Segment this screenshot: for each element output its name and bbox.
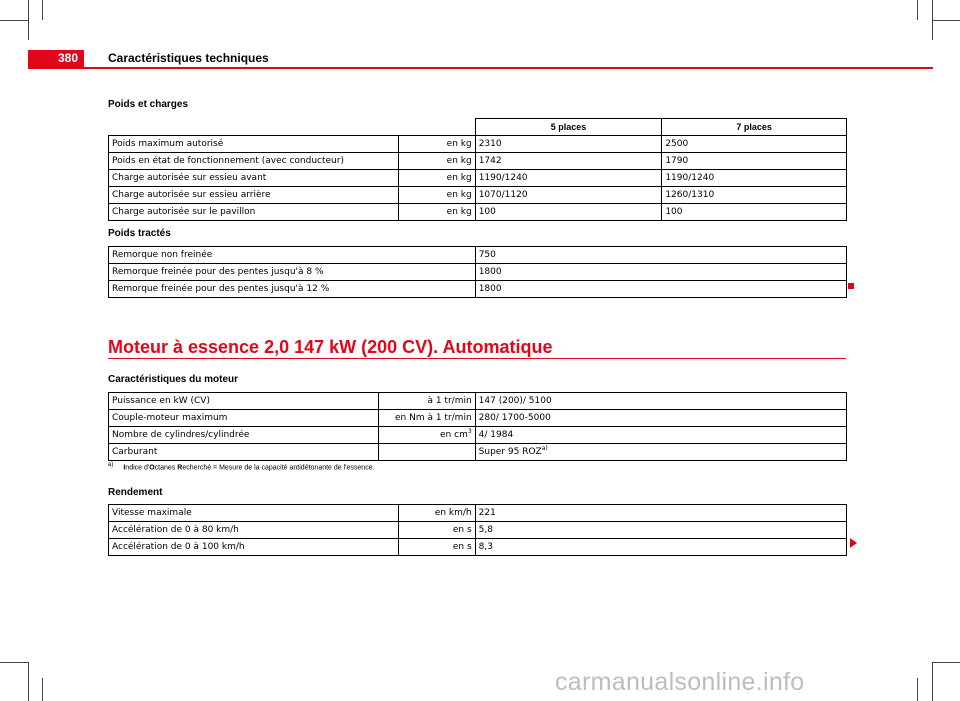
watermark: carmanualsonline.info [555,668,805,696]
row-value: 1800 [475,281,846,298]
row-label: Poids en état de fonctionnement (avec conducteur) [109,153,399,170]
value-5-places: 1070/1120 [475,187,662,204]
column-header-5-places: 5 places [475,119,662,136]
table-row [109,444,847,461]
value-5-places: 2310 [475,136,662,153]
value-7-places: 1790 [662,153,847,170]
towed-heading: Poids tractés [108,228,171,239]
unit-text: en cm [440,429,468,440]
row-unit [378,444,475,461]
crop-mark [932,0,933,40]
row-label: Accélération de 0 à 100 km/h [109,539,399,556]
row-label: Remorque freinée pour des pentes jusqu'à 8 % [109,264,476,281]
row-value: 280/ 1700-5000 [475,410,846,427]
table-header-blank [109,119,476,136]
table-row [109,505,847,522]
end-of-section-icon [848,283,854,289]
footnote-bold: O [149,464,155,472]
table-row [109,427,847,444]
row-label: Nombre de cylindres/cylindrée [109,427,379,444]
row-label: Remorque non freinée [109,247,476,264]
row-unit: en kg [398,170,475,187]
table-row [109,153,847,170]
row-unit: à 1 tr/min [378,393,475,410]
column-header-7-places: 7 places [662,119,847,136]
row-value: 1800 [475,264,846,281]
continued-arrow-icon [850,538,857,548]
row-unit: en s [398,539,475,556]
engine-section-title: Moteur à essence 2,0 147 kW (200 CV). Automatique [108,337,553,357]
crop-mark [932,662,933,701]
section-title: Caractéristiques techniques [108,51,269,65]
performance-heading: Rendement [108,487,163,498]
footnote-text: echerché = Mesure de la capacité antidétonante de l'essence. [182,464,375,472]
engine-table [108,392,847,461]
table-row [109,539,847,556]
row-label: Couple-moteur maximum [109,410,379,427]
footnote-marker: a) [108,462,114,468]
row-label: Charge autorisée sur essieu avant [109,170,399,187]
row-unit [378,427,475,444]
table-row [109,247,847,264]
crop-mark [28,662,29,701]
engine-heading: Caractéristiques du moteur [108,374,239,385]
value-5-places: 1190/1240 [475,170,662,187]
row-value: 4/ 1984 [475,427,846,444]
row-value: 750 [475,247,846,264]
row-value [475,444,846,461]
crop-mark [932,662,960,663]
crop-mark [42,678,43,701]
row-unit: en kg [398,136,475,153]
row-label: Remorque freinée pour des pentes jusqu'à 12 % [109,281,476,298]
table-row [109,281,847,298]
footnote-text: ctanes [154,464,178,472]
footnote-bold: I [123,464,126,472]
row-unit: en Nm à 1 tr/min [378,410,475,427]
unit-superscript: 3 [467,427,472,435]
row-label: Charge autorisée sur essieu arrière [109,187,399,204]
crop-mark [0,20,28,21]
weights-heading: Poids et charges [108,99,189,110]
row-unit: en s [398,522,475,539]
table-row [109,187,847,204]
weights-table [108,118,847,221]
row-value: 5,8 [475,522,846,539]
footnote-text: ndice d' [125,464,150,472]
title-rule [108,358,846,359]
row-label: Puissance en kW (CV) [109,393,379,410]
table-header-row [109,119,847,136]
table-row [109,170,847,187]
row-unit: en kg [398,187,475,204]
row-label: Accélération de 0 à 80 km/h [109,522,399,539]
towed-table [108,246,847,298]
value-5-places: 100 [475,204,662,221]
row-unit: en km/h [398,505,475,522]
crop-mark [28,0,29,40]
value-text: Super 95 ROZ [478,446,542,457]
value-7-places: 100 [662,204,847,221]
row-unit: en kg [398,204,475,221]
value-7-places: 1190/1240 [662,170,847,187]
table-row [109,410,847,427]
crop-mark [917,678,918,701]
crop-mark [917,0,918,20]
crop-mark [0,662,28,663]
row-label: Carburant [109,444,379,461]
table-row [109,264,847,281]
header-rule [28,67,933,69]
crop-mark [42,0,43,20]
crop-mark [932,20,960,21]
row-label: Charge autorisée sur le pavillon [109,204,399,221]
footnote-bold: R [177,464,183,472]
table-row [109,204,847,221]
table-row [109,522,847,539]
page-number: 380 [28,50,84,67]
value-5-places: 1742 [475,153,662,170]
row-value: 221 [475,505,846,522]
value-7-places: 1260/1310 [662,187,847,204]
footnote [108,462,375,471]
row-value: 147 (200)/ 5100 [475,393,846,410]
footnote-reference: a) [541,444,548,452]
row-label: Poids maximum autorisé [109,136,399,153]
table-row [109,393,847,410]
row-label: Vitesse maximale [109,505,399,522]
table-row [109,136,847,153]
row-unit: en kg [398,153,475,170]
value-7-places: 2500 [662,136,847,153]
row-value: 8,3 [475,539,846,556]
performance-table [108,504,847,556]
